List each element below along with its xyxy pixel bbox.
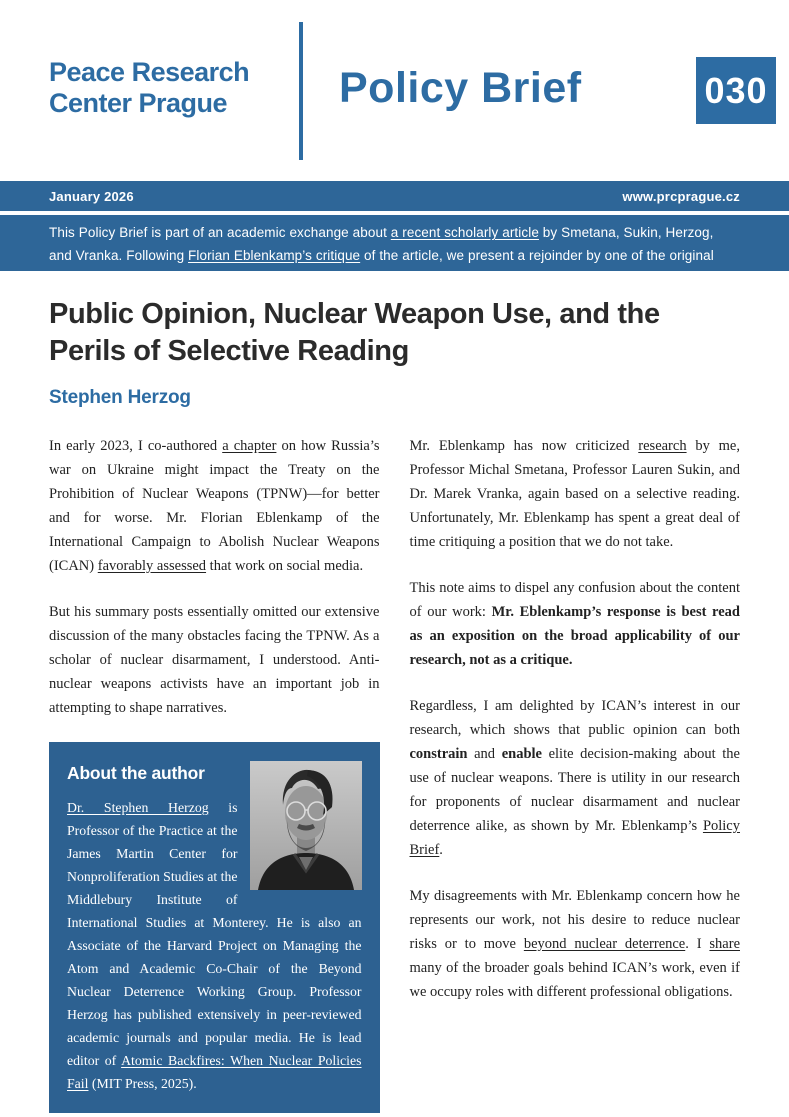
text-run: is Professor of the Practice at the James Martin Center for Nonproliferation Studies at the Middlebury Institute of International Studies at Monterey. He is also an Associate of the Harvard Project on Managing the Atom and Academic Co-Chair of the Beyond Nuclear Deterrence Working Group. Professor Herzog has published extensively in peer-reviewed academic journals and popular media. He is lead editor of (67, 800, 362, 1068)
author-name: Stephen Herzog (49, 387, 191, 408)
text-run: that work on social media. (206, 558, 364, 574)
inline-link[interactable]: beyond nuclear deterrence (523, 936, 686, 952)
text-run: This note aims to dispel any confusion about the content of our work: (409, 580, 740, 620)
inline-link[interactable]: favorably assessed (97, 558, 207, 574)
paragraph (49, 600, 380, 720)
paragraph (410, 694, 741, 862)
paragraph (49, 434, 380, 578)
bold-text: enable (501, 746, 542, 762)
inline-link[interactable]: Atomic Backfires: When Nuclear Policies Fail (67, 1053, 362, 1091)
inline-link[interactable]: research (638, 438, 687, 454)
text-run: many of the broader goals behind ICAN’s work, even if we occupy roles with different professional obligations. (409, 960, 740, 1000)
inline-link[interactable]: a chapter (222, 438, 277, 454)
inline-link[interactable]: share (709, 936, 740, 952)
inline-link[interactable]: Dr. Stephen Herzog (67, 800, 209, 815)
text-run: and (467, 746, 502, 762)
meta-bar (0, 181, 789, 211)
text-run: My disagreements with Mr. Eblenkamp concern how he represents our work, not his desire to reduce nuclear risks or to move (409, 888, 740, 952)
right-column (410, 434, 741, 1113)
website-link[interactable]: www.prcprague.cz (622, 188, 740, 204)
article-title: Public Opinion, Nuclear Weapon Use, and the Perils of Selective Reading (49, 298, 660, 367)
paragraph (410, 884, 741, 1004)
issue-number-badge: 030 (696, 57, 776, 124)
paragraph (410, 576, 741, 672)
header-divider (299, 22, 303, 160)
text-run: But his summary posts essentially omitted our extensive discussion of the many obstacles facing the TPNW. As a scholar of nuclear disarmament, I understood. Anti-nuclear weapons activists have an important job in attempting to shape narratives. (49, 604, 380, 716)
text-run: . I (685, 936, 710, 952)
publication-title: Policy Brief (339, 64, 582, 112)
text-run: In early 2023, I co-authored (49, 438, 223, 454)
paragraph (410, 434, 741, 554)
text-run: of the article, we present a rejoinder by one of the original authors, Stephen Herzog. (49, 248, 714, 286)
text-run: on how Russia’s war on Ukraine might impact the Treaty on the Prohibition of Nuclear Weapons (TPNW)—for better and for worse. Mr. Florian Eblenkamp of the International Campaign to Abolish Nuclear Weapons (ICAN) (49, 438, 380, 574)
text-run: . (439, 842, 443, 858)
text-run: Mr. Eblenkamp has now criticized (409, 438, 639, 454)
inline-link[interactable]: Florian Eblenkamp’s critique (188, 248, 361, 263)
academic-exchange-notice (0, 215, 789, 286)
text-run: by me, Professor Michal Smetana, Professor Lauren Sukin, and Dr. Marek Vranka, again based on a selective reading. Unfortunately, Mr. Eblenkamp has spent a great deal of time critiquing a position that we do not take. (409, 438, 740, 550)
author-photo (250, 761, 362, 890)
left-column (49, 434, 380, 1113)
org-logo-line1: Peace Research (49, 57, 250, 87)
org-logo-line2: Center Prague (49, 88, 228, 118)
issue-date: January 2026 (49, 188, 134, 204)
bold-text: Mr. Eblenkamp’s response is best read as an exposition on the broad applicability of our research, not as a critique. (409, 604, 740, 668)
text-run: by Smetana, Sukin, Herzog, and Vranka. Following (49, 225, 714, 263)
bold-text: constrain (409, 746, 468, 762)
text-run: This Policy Brief is part of an academic exchange about (49, 225, 391, 240)
text-run: (MIT Press, 2025). (88, 1076, 197, 1091)
about-author-heading: About the author (67, 763, 205, 783)
inline-link[interactable]: Policy Brief (409, 818, 740, 858)
about-author-box (49, 742, 380, 1113)
org-logo (49, 57, 249, 119)
inline-link[interactable]: a recent scholarly article (390, 225, 539, 240)
article-columns (49, 434, 740, 1113)
text-run: elite decision-making about the use of nuclear weapons. There is utility in our research for proponents of nuclear disarmament and nuclear deterrence alike, as shown by Mr. Eblenkamp’s (409, 746, 740, 834)
text-run: Regardless, I am delighted by ICAN’s interest in our research, which shows that public opinion can both (409, 698, 740, 738)
article (49, 296, 740, 1113)
